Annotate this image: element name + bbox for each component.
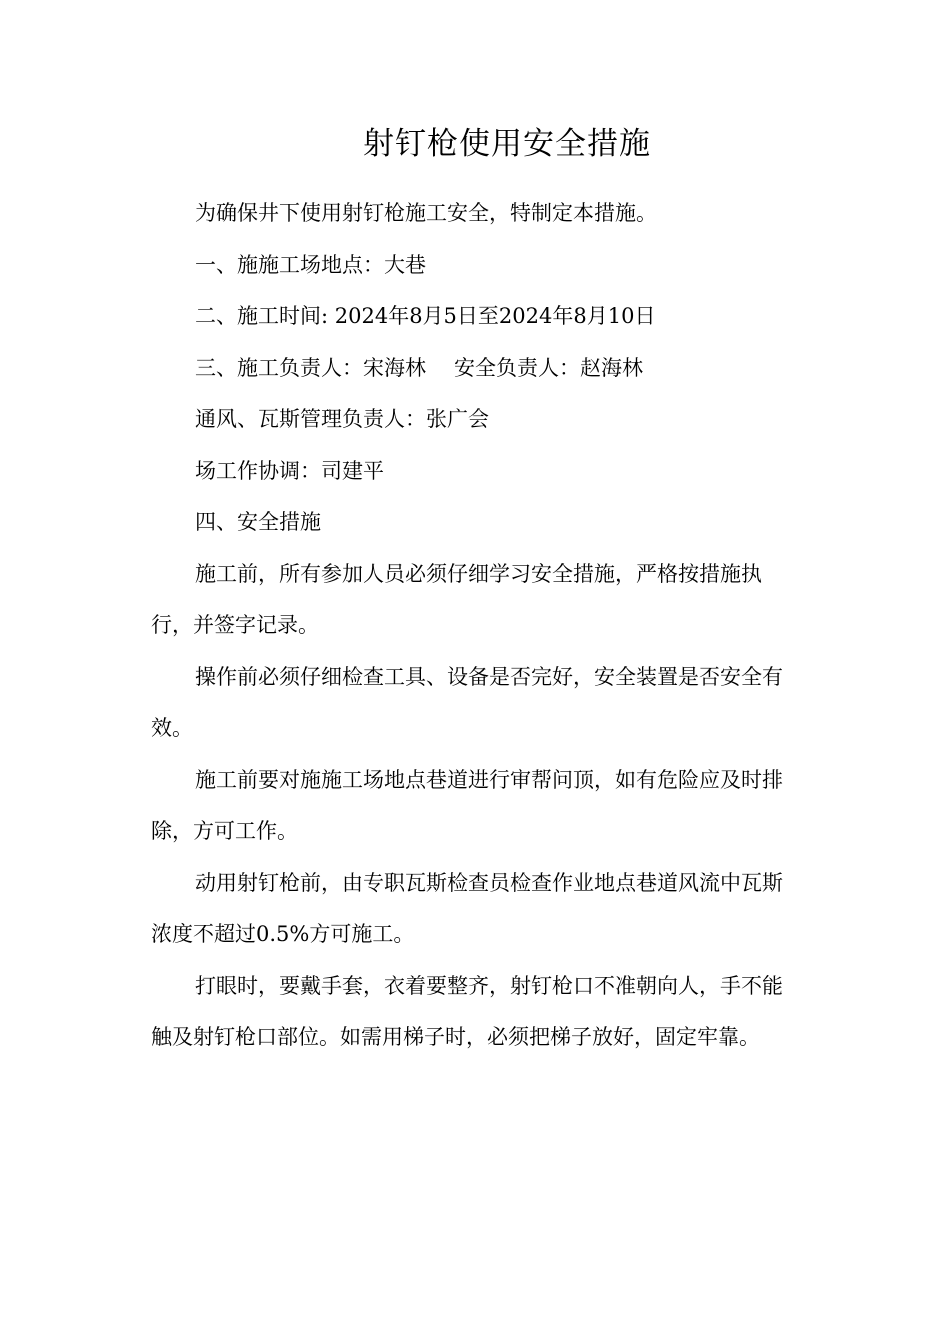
safety-leader: 安全负责人：赵海林 [454,355,643,380]
location-line: 一、施施工场地点：大巷 [195,252,426,277]
time-line: 二、施工时间: 2024年8月5日至2024年8月10日 [195,304,656,328]
measure-paragraph: 施工前，所有参加人员必须仔细学习安全措施，严格按措施执行，并签字记录。 [151,561,762,637]
coordinator-line: 场工作协调：司建平 [195,458,384,483]
measure-paragraph: 打眼时，要戴手套，衣着要整齐，射钉枪口不准朝向人，手不能触及射钉枪口部位。如需用梯子时，必须把梯子放好，固定牢靠。 [151,973,783,1049]
section-four-heading: 四、安全措施 [195,510,321,534]
document-title: 射钉枪使用安全措施 [363,126,651,162]
ventilation-leader-line: 通风、瓦斯管理负责人：张广会 [195,407,489,431]
measure-paragraph: 操作前必须仔细检查工具、设备是否完好，安全装置是否安全有效。 [151,664,783,740]
measure-paragraph: 施工前要对施施工场地点巷道进行审帮问顶，如有危险应及时排除，方可工作。 [151,767,783,843]
intro-paragraph: 为确保井下使用射钉枪施工安全，特制定本措施。 [195,201,657,225]
document-body [151,188,801,1064]
measure-paragraph: 动用射钉枪前，由专职瓦斯检查员检查作业地点巷道风流中瓦斯浓度不超过0.5%方可施工。 [151,870,783,946]
responsible-persons-line [151,343,801,395]
construction-leader: 三、施工负责人：宋海林 [195,355,426,380]
